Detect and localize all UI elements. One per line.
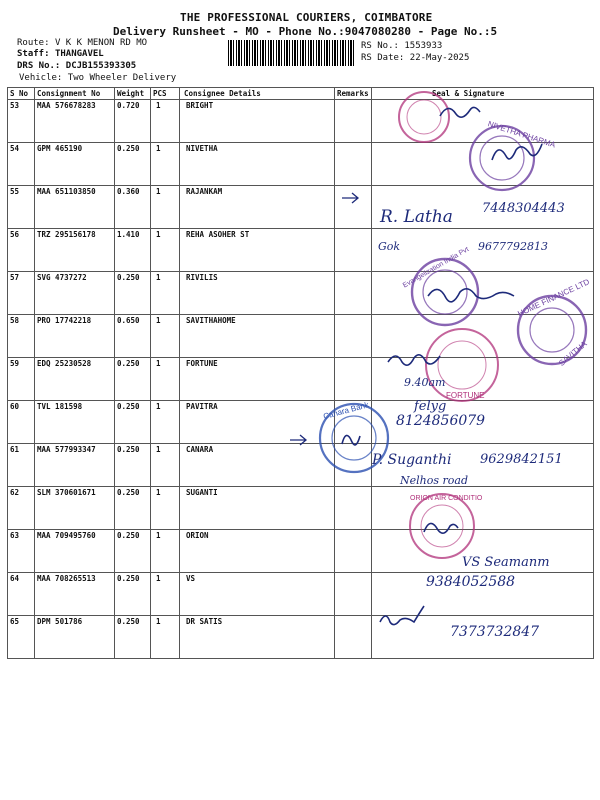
drs-label: DRS No.:: [17, 61, 61, 71]
rs-date-label: RS Date:: [361, 53, 405, 63]
cell-remarks: [335, 272, 372, 315]
cell-pcs: 1: [151, 229, 180, 272]
cell-consignment: MAA 576678283: [35, 100, 115, 143]
cell-remarks: [335, 229, 372, 272]
table-header-row: [8, 88, 594, 100]
stamp-nivetha-text: NIVETHA PHARMA: [486, 119, 557, 150]
hw-64-name: VS Seamanm: [462, 555, 550, 570]
cell-consignee: PAVITRA: [180, 401, 335, 444]
hw-62-note: Nelhos road: [400, 474, 468, 487]
cell-consignee: SAVITHAHOME: [180, 315, 335, 358]
hw-56-note: Gok: [378, 240, 401, 253]
col-seal: Seal & Signature: [372, 88, 594, 100]
hw-62-phone: 9629842151: [480, 452, 563, 467]
cell-seal: [372, 401, 594, 444]
table-row: [8, 315, 594, 358]
staff-label: Staff:: [17, 49, 50, 59]
cell-consignee: BRIGHT: [180, 100, 335, 143]
cell-sno: 54: [8, 143, 35, 186]
table-row: [8, 229, 594, 272]
company-name: THE PROFESSIONAL COURIERS, COIMBATORE: [180, 11, 433, 24]
cell-sno: 60: [8, 401, 35, 444]
cell-consignment: EDQ 25230528: [35, 358, 115, 401]
stamp-mission-text: Evangelization India Pvt: [401, 246, 471, 290]
cell-weight: 0.250: [115, 444, 151, 487]
cell-sno: 64: [8, 573, 35, 616]
cell-remarks: [335, 100, 372, 143]
staff-value: THANGAVEL: [54, 49, 104, 59]
cell-pcs: 1: [151, 401, 180, 444]
cell-pcs: 1: [151, 487, 180, 530]
cell-seal: [372, 444, 594, 487]
cell-pcs: 1: [151, 143, 180, 186]
cell-remarks: [335, 186, 372, 229]
col-weight: Weight: [115, 88, 151, 100]
cell-sno: 55: [8, 186, 35, 229]
col-pcs: PCS: [151, 88, 180, 100]
route-label: Route:: [17, 38, 50, 48]
stamp-orion-text: ORION AIR CONDITIO: [410, 495, 483, 502]
cell-sno: 57: [8, 272, 35, 315]
cell-consignee: RIVILIS: [180, 272, 335, 315]
cell-sno: 61: [8, 444, 35, 487]
hw-64-phone: 9384052588: [426, 574, 516, 590]
cell-consignee: CANARA: [180, 444, 335, 487]
rs-date-line: [361, 53, 469, 63]
cell-remarks: [335, 315, 372, 358]
rs-no-label: RS No.:: [361, 41, 399, 51]
cell-consignee: ORION: [180, 530, 335, 573]
cell-seal: [372, 186, 594, 229]
cell-consignee: DR SATIS: [180, 616, 335, 659]
vehicle-label: Vehicle:: [19, 73, 63, 83]
table-row: [8, 100, 594, 143]
rs-date-value: 22-May-2025: [409, 53, 470, 63]
cell-seal: [372, 530, 594, 573]
cell-consignment: TVL 181598: [35, 401, 115, 444]
cell-seal: [372, 358, 594, 401]
hw-62-name: P. Suganthi: [372, 452, 452, 468]
cell-consignment: SLM 370601671: [35, 487, 115, 530]
cell-seal: [372, 272, 594, 315]
cell-consignee: RAJANKAM: [180, 186, 335, 229]
table-row: [8, 272, 594, 315]
hw-60-phone: 8124856079: [396, 413, 486, 429]
barcode: [228, 40, 355, 66]
cell-remarks: [335, 444, 372, 487]
staff-line: [17, 49, 104, 59]
hw-56-phone: 9677792813: [478, 240, 548, 253]
col-consignee: Consignee Details: [180, 88, 335, 100]
cell-weight: 0.360: [115, 186, 151, 229]
cell-consignment: GPM 465190: [35, 143, 115, 186]
cell-consignment: MAA 577993347: [35, 444, 115, 487]
cell-sno: 59: [8, 358, 35, 401]
route-value: V K K MENON RD MO: [54, 38, 148, 48]
table-row: [8, 358, 594, 401]
stamp-fortune-text: FORTUNE: [446, 391, 485, 400]
cell-weight: 0.250: [115, 401, 151, 444]
col-consignment: Consignment No: [35, 88, 115, 100]
cell-seal: [372, 616, 594, 659]
cell-weight: 0.250: [115, 358, 151, 401]
cell-pcs: 1: [151, 444, 180, 487]
cell-seal: [372, 315, 594, 358]
stamp-finance-text: HOME FINANCE LTD: [516, 277, 591, 319]
vehicle-value: Two Wheeler Delivery: [67, 73, 177, 83]
cell-weight: 0.250: [115, 487, 151, 530]
cell-seal: [372, 487, 594, 530]
cell-pcs: 1: [151, 100, 180, 143]
table-row: [8, 401, 594, 444]
cell-consignment: DPM 501786: [35, 616, 115, 659]
table-row: [8, 186, 594, 229]
rs-no-line: [361, 41, 442, 51]
table-row: [8, 616, 594, 659]
cell-consignee: NIVETHA: [180, 143, 335, 186]
drs-line: [17, 61, 136, 71]
cell-sno: 58: [8, 315, 35, 358]
cell-weight: 0.650: [115, 315, 151, 358]
cell-seal: [372, 100, 594, 143]
runsheet-table: [7, 87, 594, 659]
col-sno: S No: [8, 88, 35, 100]
col-remarks: Remarks: [335, 88, 372, 100]
route-line: [17, 38, 147, 48]
cell-consignee: SUGANTI: [180, 487, 335, 530]
cell-sno: 56: [8, 229, 35, 272]
cell-remarks: [335, 487, 372, 530]
cell-pcs: 1: [151, 315, 180, 358]
cell-sno: 62: [8, 487, 35, 530]
cell-seal: [372, 573, 594, 616]
cell-consignee: FORTUNE: [180, 358, 335, 401]
cell-weight: 1.410: [115, 229, 151, 272]
cell-sno: 53: [8, 100, 35, 143]
cell-pcs: 1: [151, 616, 180, 659]
hw-55-phone: 7448304443: [482, 201, 565, 216]
cell-remarks: [335, 401, 372, 444]
cell-weight: 0.250: [115, 573, 151, 616]
cell-consignment: MAA 651103850: [35, 186, 115, 229]
hw-55-name: R. Latha: [380, 207, 453, 227]
drs-value: DCJB155393305: [65, 61, 137, 71]
cell-sno: 63: [8, 530, 35, 573]
cell-remarks: [335, 616, 372, 659]
table-row: [8, 573, 594, 616]
stamp-finance-text2: SAVITHA: [557, 339, 589, 368]
table-row: [8, 487, 594, 530]
cell-consignee: VS: [180, 573, 335, 616]
rs-no-value: 1553933: [404, 41, 443, 51]
cell-pcs: 1: [151, 358, 180, 401]
cell-remarks: [335, 143, 372, 186]
cell-remarks: [335, 530, 372, 573]
cell-pcs: 1: [151, 530, 180, 573]
table-row: [8, 444, 594, 487]
cell-pcs: 1: [151, 186, 180, 229]
vehicle-line: [19, 73, 176, 83]
cell-weight: 0.250: [115, 530, 151, 573]
cell-pcs: 1: [151, 272, 180, 315]
cell-weight: 0.250: [115, 272, 151, 315]
hw-60-name: felyg: [414, 399, 447, 414]
stamp-canara-text: Canara Bank: [322, 400, 370, 422]
cell-weight: 0.720: [115, 100, 151, 143]
cell-weight: 0.250: [115, 143, 151, 186]
table-row: [8, 530, 594, 573]
cell-consignment: SVG 4737272: [35, 272, 115, 315]
table-row: [8, 143, 594, 186]
cell-consignment: TRZ 295156178: [35, 229, 115, 272]
cell-remarks: [335, 358, 372, 401]
cell-pcs: 1: [151, 573, 180, 616]
cell-seal: [372, 143, 594, 186]
cell-weight: 0.250: [115, 616, 151, 659]
cell-consignment: MAA 709495760: [35, 530, 115, 573]
cell-consignment: MAA 708265513: [35, 573, 115, 616]
cell-sno: 65: [8, 616, 35, 659]
cell-consignment: PRO 17742218: [35, 315, 115, 358]
cell-remarks: [335, 573, 372, 616]
cell-consignee: REHA ASOHER ST: [180, 229, 335, 272]
hw-65-phone: 7373732847: [450, 624, 540, 640]
hw-59-time: 9.40am: [404, 376, 446, 389]
cell-seal: [372, 229, 594, 272]
runsheet-subtitle: Delivery Runsheet - MO - Phone No.:9047080280 - Page No.:5: [113, 25, 498, 38]
table-body: [8, 100, 594, 659]
